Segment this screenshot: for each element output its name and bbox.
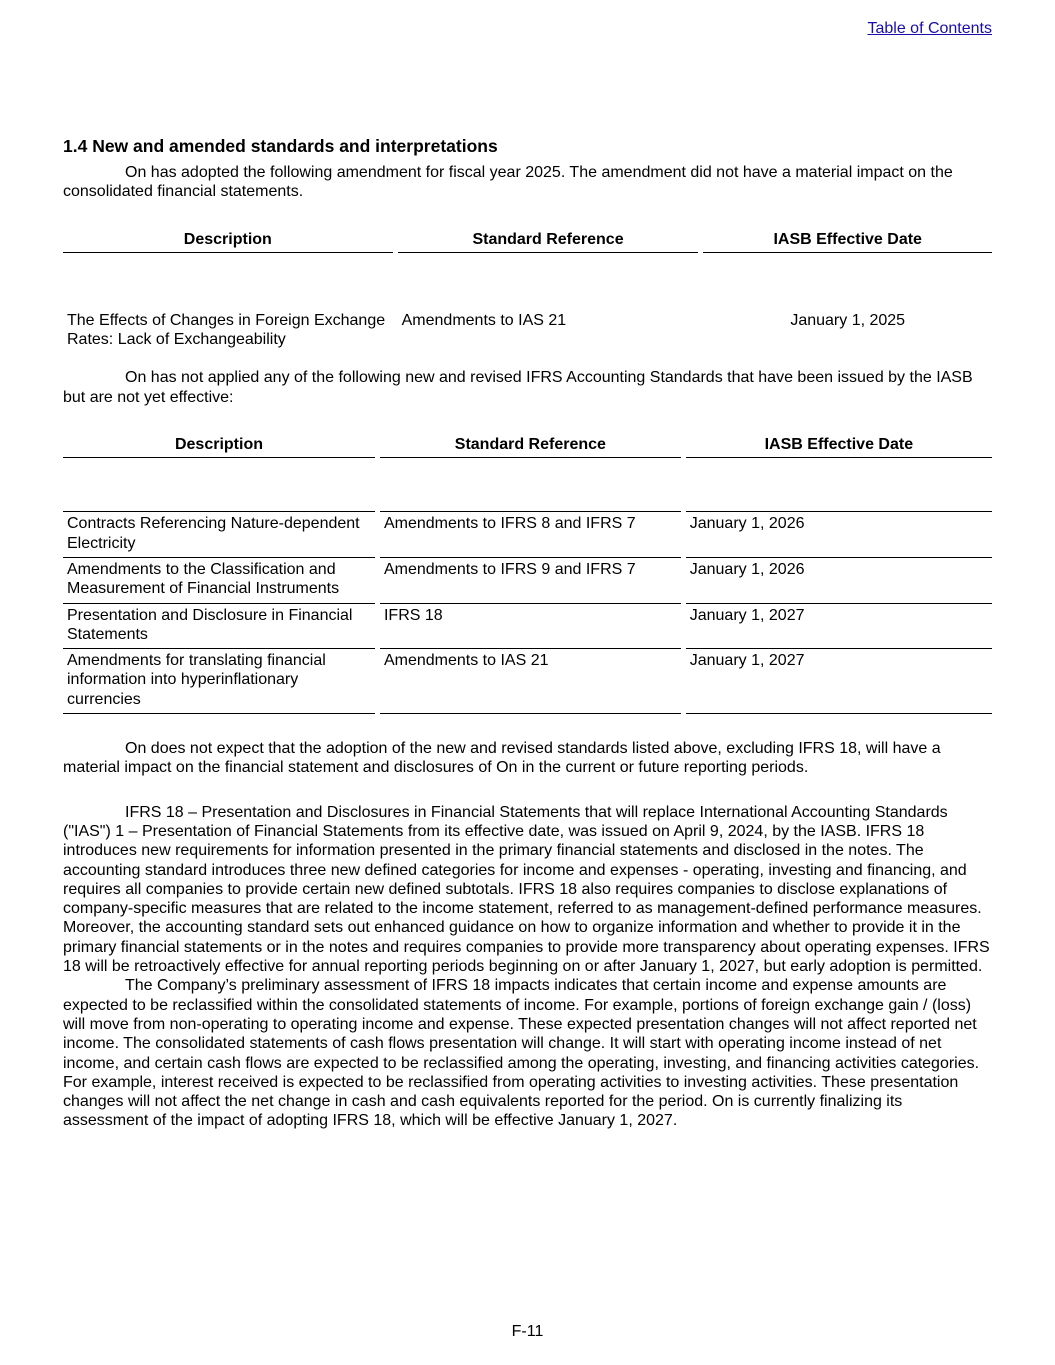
cell-effective-date: January 1, 2026 xyxy=(686,558,992,604)
cell-description: Amendments for translating financial information into hyperinflationary currencies xyxy=(63,649,375,714)
column-header-effective-date: IASB Effective Date xyxy=(686,432,992,458)
table-of-contents-link[interactable]: Table of Contents xyxy=(867,20,992,37)
cell-effective-date: January 1, 2027 xyxy=(686,649,992,714)
cell-description: The Effects of Changes in Foreign Exchange Rates: Lack of Exchangeability xyxy=(67,311,386,349)
not-yet-effective-standards-table xyxy=(58,432,997,714)
adopted-standards-table xyxy=(58,227,997,353)
cell-description: Amendments to the Classification and Measurement of Financial Instruments xyxy=(63,558,375,604)
table-row xyxy=(63,558,992,604)
cell-standard-reference: IFRS 18 xyxy=(380,604,681,650)
table-row xyxy=(63,512,992,558)
document-body xyxy=(63,135,992,1131)
not-applied-paragraph: On has not applied any of the following new and revised IFRS Accounting Standards that have been issued by the IASB but are not yet effective: xyxy=(63,369,973,406)
table-row xyxy=(63,649,992,714)
cell-effective-date: January 1, 2025 xyxy=(790,311,906,329)
cell-standard-reference: Amendments to IAS 21 xyxy=(401,311,567,329)
cell-effective-date: January 1, 2026 xyxy=(686,512,992,558)
column-header-description: Description xyxy=(63,432,375,458)
cell-standard-reference: Amendments to IAS 21 xyxy=(380,649,681,714)
section-title: 1.4 New and amended standards and interpretations xyxy=(63,136,498,156)
page-number: F-11 xyxy=(511,1323,544,1340)
table-row xyxy=(63,604,992,650)
assessment-paragraph: The Company’s preliminary assessment of IFRS 18 impacts indicates that certain income and expense amounts are expected to be reclassified within the consolidated statements of income. For example, portions of foreign exchange gain / (loss) will move from non-operating to operating income and expense. These expected presentation changes will not affect reported net income. The consolidated statements of cash flows presentation will change. It will start with operating income instead of net income, and certain cash flows are expected to be reclassified among the operating, investing, and financing activities categories. For example, interest received is expected to be reclassified from operating activities to investing activities. These presentation changes will not affect the net change in cash and cash equivalents reported for the period. On is currently finalizing its assessment of the impact of adopting IFRS 18, which will be effective January 1, 2027. xyxy=(63,977,980,1130)
cell-standard-reference: Amendments to IFRS 8 and IFRS 7 xyxy=(380,512,681,558)
column-header-effective-date: IASB Effective Date xyxy=(703,227,992,253)
column-header-standard-reference: Standard Reference xyxy=(380,432,681,458)
adoption-impact-paragraph: On does not expect that the adoption of the new and revised standards listed above, excluding IFRS 18, will have a material impact on the financial statement and disclosures of On in the current or future reporting periods. xyxy=(63,740,941,777)
cell-description: Presentation and Disclosure in Financial Statements xyxy=(63,604,375,650)
cell-description: Contracts Referencing Nature-dependent Electricity xyxy=(63,512,375,558)
column-header-description: Description xyxy=(63,227,393,253)
table-row xyxy=(63,308,992,353)
intro-paragraph: On has adopted the following amendment for fiscal year 2025. The amendment did not have a material impact on the consolidated financial statements. xyxy=(63,164,953,201)
cell-standard-reference: Amendments to IFRS 9 and IFRS 7 xyxy=(380,558,681,604)
cell-effective-date: January 1, 2027 xyxy=(686,604,992,650)
ifrs18-paragraph: IFRS 18 – Presentation and Disclosures in Financial Statements that will replace International Accounting Standards ("IAS") 1 – Presentation of Financial Statements from its effective date, was issued on April 9, 2024, by the IASB. IFRS 18 introduces new requirements for information presented in the primary financial statements and disclosed in the notes. The accounting standard introduces three new defined categories for income and expenses - operating, investing and financing, and requires all companies to provide certain new defined subtotals. IFRS 18 also requires companies to disclose explanations of company-specific measures that are related to the income statement, referred to as management-defined performance measures. Moreover, the accounting standard sets out enhanced guidance on how to organize information and whether to provide it in the primary financial statements or in the notes and requires companies to provide more transparency about operating expenses. IFRS 18 will be retroactively effective for annual reporting periods beginning on or after January 1, 2027, but early adoption is permitted. xyxy=(63,803,990,976)
column-header-standard-reference: Standard Reference xyxy=(398,227,699,253)
